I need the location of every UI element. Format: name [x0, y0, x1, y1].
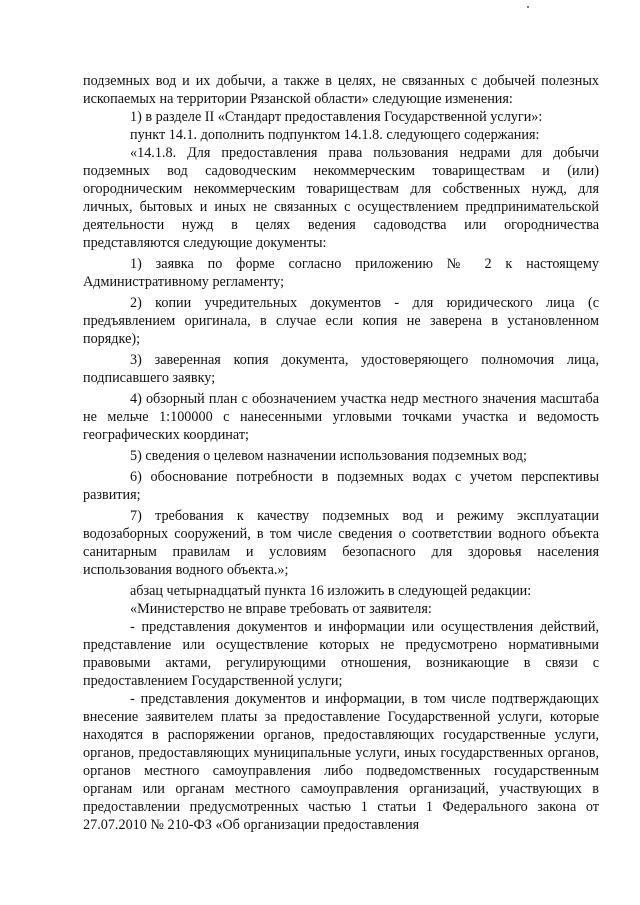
paragraph: 2) копии учредительных документов - для юридического лица (с предъявлением оригинала, в случае если копия не заверена в установленном порядке); [83, 295, 599, 347]
paragraph: абзац четырнадцатый пункта 16 изложить в следующей редакции: [130, 583, 532, 599]
document-body [83, 72, 599, 834]
paragraph: 6) обоснование потребности в подземных водах с учетом перспективы развития; [83, 469, 599, 503]
paragraph: 1) заявка по форме согласно приложению № 2 к настоящему Административному регламенту; [83, 256, 599, 290]
paragraph: 5) сведения о целевом назначении использования подземных вод; [130, 448, 527, 464]
scan-speck [527, 6, 529, 8]
paragraph: «Министерство не вправе требовать от заявителя: [130, 601, 432, 617]
paragraph: - представления документов и информации или осуществления действий, представление или осуществление которых не предусмотрено нормативными правовыми актами, регулирующими отношения, возникающие в связи с предоставлением Государственной услуги; [83, 619, 599, 689]
paragraph: подземных вод и их добычи, а также в целях, не связанных с добычей полезных ископаемых на территории Рязанской области» следующие изменения: [83, 73, 599, 107]
paragraph: - представления документов и информации, в том числе подтверждающих внесение заявителем платы за предоставление Государственной услуги, которые находятся в распоряжении органов, предоставляющих государственные услуги, органов, предоставляющих муниципальные услуги, иных государственных органов, органов местного самоуправления либо подведомственных государственным органам или органам местного самоуправления организаций, участвующих в предоставлении предусмотренных частью 1 статьи 1 Федерального закона от 27.07.2010 № 210-ФЗ «Об организации предоставления [83, 691, 599, 833]
paragraph: 7) требования к качеству подземных вод и режиму эксплуатации водозаборных сооружений, в том числе сведения о соответствии водного объекта санитарным правилам и условиям безопасного для здоровья населения использования водного объекта.»; [83, 508, 599, 578]
paragraph: «14.1.8. Для предоставления права пользования недрами для добычи подземных вод садоводческим некоммерческим товариществам и (или) огородническим некоммерческим товариществам для собственных нужд, для личных, бытовых и иных не связанных с осуществлением предпринимательской деятельности нужд в целях ведения садоводства или огородничества представляются следующие документы: [83, 145, 599, 251]
paragraph: пункт 14.1. дополнить подпунктом 14.1.8. следующего содержания: [130, 127, 540, 143]
paragraph: 1) в разделе II «Стандарт предоставления Государственной услуги»: [130, 109, 543, 125]
paragraph: 3) заверенная копия документа, удостоверяющего полномочия лица, подписавшего заявку; [83, 352, 599, 386]
paragraph: 4) обзорный план с обозначением участка недр местного значения масштаба не мельче 1:100000 с нанесенными угловыми точками участка и ведомость географических координат; [83, 391, 599, 443]
